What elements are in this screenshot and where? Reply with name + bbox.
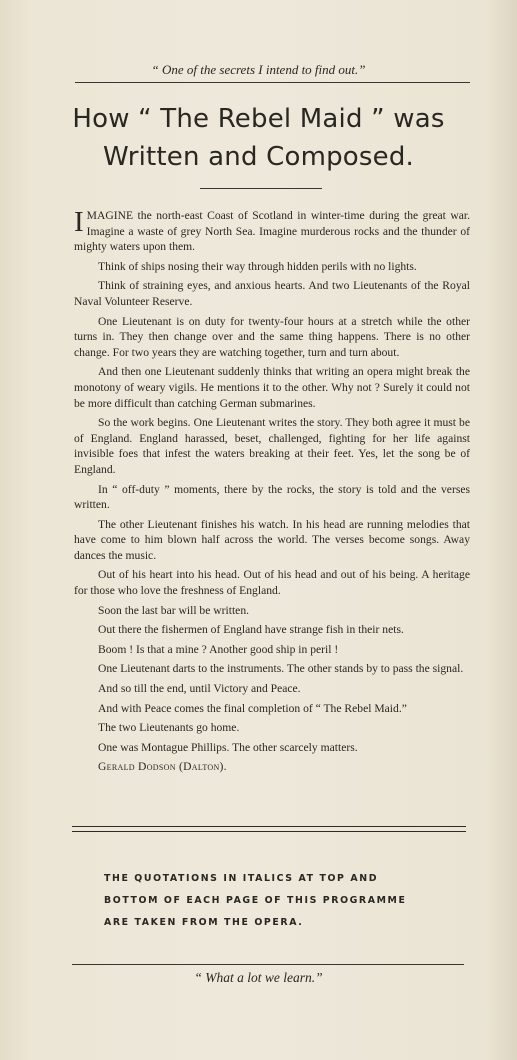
- paragraph: Think of ships nosing their way through hidden perils with no lights.: [98, 259, 417, 273]
- paragraph: One Lieutenant darts to the instruments. The other stands by to pass the signal.: [98, 662, 464, 676]
- paragraph: And with Peace comes the final completion of “ The Rebel Maid.”: [98, 701, 407, 715]
- article-body: [74, 208, 470, 779]
- paragraph: Boom ! Is that a mine ? Another good ship in peril !: [98, 642, 339, 656]
- paragraph: One Lieutenant is on duty for twenty-four hours at a stretch while the other turns in. They then change over and the same thing happens. There is no other change. For two years they are watching together, turn and turn about.: [74, 314, 470, 359]
- top-quote: “ One of the secrets I intend to find out.”: [151, 62, 366, 77]
- note-line: ARE TAKEN FROM THE OPERA.: [104, 917, 304, 928]
- paragraph: Out there the fishermen of England have strange fish in their nets.: [98, 623, 404, 637]
- paragraph: In “ off-duty ” moments, there by the rocks, the story is told and the verses written.: [74, 482, 470, 512]
- paragraph: And so till the end, until Victory and Peace.: [98, 682, 301, 696]
- paragraph: So the work begins. One Lieutenant writes the story. They both agree it must be of England. England harassed, beset, challenged, fighting for her life against invisible foes that infest the waters breaking at their feet. Yes, let the song be of England.: [74, 416, 470, 476]
- author-signature: Gerald Dodson (Dalton).: [98, 760, 227, 774]
- paragraph-text: MAGINE the north-east Coast of Scotland in winter-time during the great war. Imagine a waste of grey North Sea. Imagine murderous rocks and the thunder of mighty waters upon them.: [74, 209, 470, 254]
- paragraph: One was Montague Phillips. The other scarcely matters.: [98, 740, 358, 754]
- paragraph: Out of his heart into his head. Out of his head and out of his being. A heritage for those who love the freshness of England.: [74, 568, 470, 598]
- bottom-quote: “ What a lot we learn.”: [194, 970, 323, 985]
- paragraph: Soon the last bar will be written.: [98, 603, 250, 617]
- paragraph: The two Lieutenants go home.: [98, 721, 240, 735]
- note-line: BOTTOM OF EACH PAGE OF THIS PROGRAMME: [104, 895, 407, 906]
- bottom-rule: [72, 964, 464, 965]
- drop-cap: I: [74, 206, 84, 238]
- paragraph: [74, 208, 470, 255]
- paragraph: The other Lieutenant finishes his watch. In his head are running melodies that have come to him blown half across the world. The verses become songs. Away dances the music.: [74, 517, 470, 562]
- quotation-note: [104, 868, 434, 934]
- title-line-1: How “ The Rebel Maid ” was: [72, 104, 445, 134]
- top-rule: [75, 82, 470, 83]
- paragraph: And then one Lieutenant suddenly thinks that writing an opera might break the monotony of weary vigils. He mentions it to the other. Why not ? Surely it could not be more difficult than catching German submarines.: [74, 365, 470, 410]
- title-underline: [200, 188, 322, 189]
- paragraph: Think of straining eyes, and anxious hearts. And two Lieutenants of the Royal Naval Volunteer Reserve.: [74, 279, 470, 308]
- double-rule-divider: [72, 826, 466, 832]
- title-line-2: Written and Composed.: [102, 142, 415, 172]
- note-line: THE QUOTATIONS IN ITALICS AT TOP AND: [104, 873, 379, 884]
